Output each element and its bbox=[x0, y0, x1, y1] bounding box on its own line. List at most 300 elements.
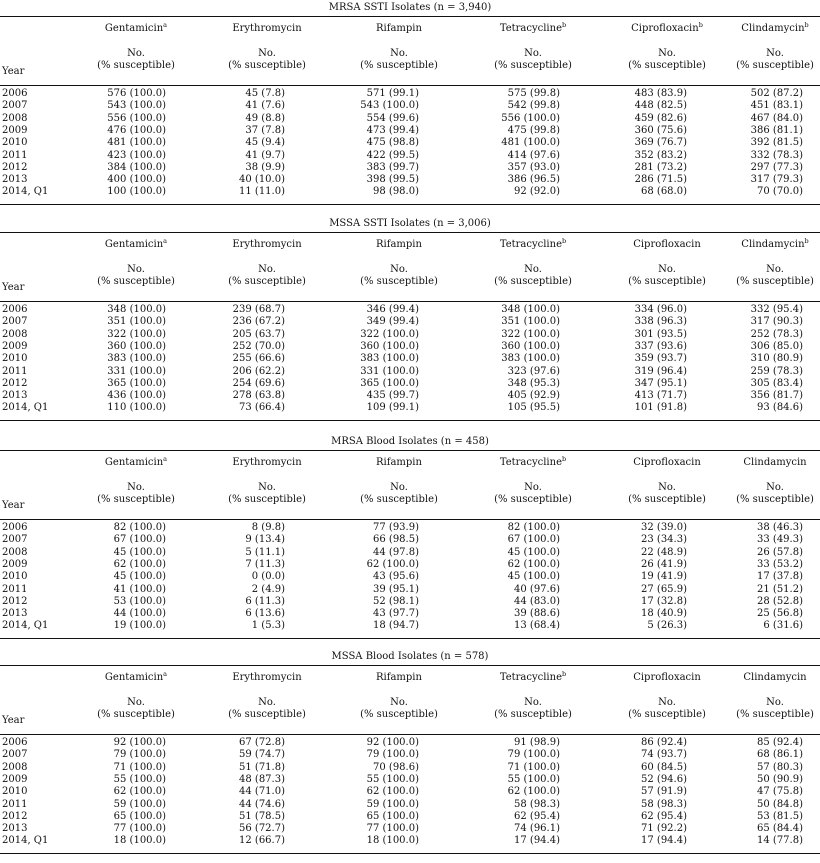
column-subheader bbox=[61, 48, 211, 72]
column-header-name: Rifampin bbox=[376, 239, 422, 250]
column-subheader bbox=[192, 482, 342, 506]
table-cell: 62 (100.0) bbox=[507, 786, 560, 798]
subheader-line1: No. bbox=[524, 48, 542, 59]
table-cell: 43 (95.6) bbox=[373, 571, 419, 583]
table-cell: 52 (94.6) bbox=[641, 773, 687, 785]
table-cell: 356 (81.7) bbox=[750, 390, 803, 402]
table-cell: 45 (9.4) bbox=[245, 137, 285, 149]
table-cell: 451 (83.1) bbox=[750, 100, 803, 112]
table-cell: 47 (75.8) bbox=[757, 786, 803, 798]
title-rule bbox=[0, 665, 820, 666]
table-cell: 50 (90.9) bbox=[757, 773, 803, 785]
column-header bbox=[324, 23, 474, 35]
subheader-line1: No. bbox=[390, 48, 408, 59]
table-cell: 57 (80.3) bbox=[757, 761, 803, 773]
row-year: 2012 bbox=[2, 595, 28, 607]
table-cell: 71 (92.2) bbox=[641, 823, 687, 835]
column-header bbox=[700, 23, 820, 35]
table-cell: 206 (62.2) bbox=[232, 365, 285, 377]
subheader-line1: No. bbox=[524, 482, 542, 493]
table-cell: 576 (100.0) bbox=[107, 88, 166, 99]
table-cell: 360 (100.0) bbox=[360, 340, 419, 352]
column-header-name: Rifampin bbox=[376, 457, 422, 468]
column-subheader bbox=[700, 48, 820, 72]
section-bottom-rule bbox=[0, 420, 820, 421]
table-cell: 319 (96.4) bbox=[634, 365, 687, 377]
table-cell: 306 (85.0) bbox=[750, 340, 803, 352]
table-cell: 105 (95.5) bbox=[507, 402, 560, 414]
row-year: 2006 bbox=[2, 304, 28, 315]
column-subheader bbox=[458, 264, 608, 288]
table-cell: 475 (98.8) bbox=[366, 137, 419, 149]
table-cell: 40 (10.0) bbox=[239, 174, 285, 186]
row-year: 2009 bbox=[2, 773, 28, 785]
table-cell: 45 (100.0) bbox=[507, 571, 560, 583]
table-cell: 252 (70.0) bbox=[232, 340, 285, 352]
column-header bbox=[458, 457, 608, 469]
subheader-line2: (% susceptible) bbox=[360, 60, 438, 71]
row-year: 2006 bbox=[2, 737, 28, 748]
table-cell: 62 (100.0) bbox=[113, 558, 166, 570]
table-cell: 45 (7.8) bbox=[245, 88, 285, 99]
title-rule bbox=[0, 450, 820, 451]
table-cell: 65 (100.0) bbox=[113, 810, 166, 822]
row-year: 2014, Q1 bbox=[2, 835, 49, 847]
table-cell: 543 (100.0) bbox=[360, 100, 419, 112]
subheader-line2: (% susceptible) bbox=[228, 494, 306, 505]
subheader-line1: No. bbox=[258, 697, 276, 708]
table-cell: 349 (99.4) bbox=[366, 316, 419, 328]
column-subheader bbox=[192, 264, 342, 288]
table-cell: 44 (97.8) bbox=[373, 546, 419, 558]
column-header-name: Ciprofloxacin bbox=[633, 672, 701, 683]
table-cell: 53 (81.5) bbox=[757, 810, 803, 822]
subheader-line1: No. bbox=[127, 482, 145, 493]
table-cell: 259 (78.3) bbox=[750, 365, 803, 377]
column-subheader bbox=[700, 482, 820, 506]
table-cell: 70 (70.0) bbox=[757, 186, 803, 198]
column-header bbox=[324, 239, 474, 251]
table-cell: 347 (95.1) bbox=[634, 377, 687, 389]
table-cell: 476 (100.0) bbox=[107, 124, 166, 136]
subheader-line1: No. bbox=[766, 48, 784, 59]
table-cell: 556 (100.0) bbox=[107, 112, 166, 124]
table-cell: 18 (40.9) bbox=[641, 608, 687, 620]
table-cell: 352 (83.2) bbox=[634, 149, 687, 161]
table-cell: 575 (99.8) bbox=[507, 88, 560, 99]
table-cell: 62 (95.4) bbox=[514, 810, 560, 822]
table-cell: 423 (100.0) bbox=[107, 149, 166, 161]
table-cell: 82 (100.0) bbox=[507, 522, 560, 533]
table-cell: 473 (99.4) bbox=[366, 124, 419, 136]
title-rule bbox=[0, 16, 820, 17]
table-cell: 554 (99.6) bbox=[366, 112, 419, 124]
row-year: 2012 bbox=[2, 161, 28, 173]
table-cell: 332 (95.4) bbox=[750, 304, 803, 315]
table-cell: 301 (93.5) bbox=[634, 328, 687, 340]
row-year: 2014, Q1 bbox=[2, 186, 49, 198]
row-year: 2009 bbox=[2, 558, 28, 570]
column-header bbox=[458, 23, 608, 35]
subheader-line2: (% susceptible) bbox=[97, 494, 175, 505]
table-cell: 571 (99.1) bbox=[366, 88, 419, 99]
table-cell: 13 (68.4) bbox=[514, 620, 560, 632]
table-cell: 44 (100.0) bbox=[113, 608, 166, 620]
table-cell: 331 (100.0) bbox=[107, 365, 166, 377]
column-header bbox=[324, 672, 474, 684]
column-header bbox=[192, 23, 342, 35]
subheader-line2: (% susceptible) bbox=[97, 60, 175, 71]
table-cell: 483 (83.9) bbox=[634, 88, 687, 99]
column-subheader bbox=[324, 48, 474, 72]
row-year: 2010 bbox=[2, 353, 28, 365]
table-cell: 12 (66.7) bbox=[239, 835, 285, 847]
table-cell: 71 (100.0) bbox=[113, 761, 166, 773]
column-header-name: Clindamycin bbox=[741, 23, 805, 34]
table-cell: 6 (31.6) bbox=[763, 620, 803, 632]
table-cell: 18 (100.0) bbox=[366, 835, 419, 847]
table-cell: 252 (78.3) bbox=[750, 328, 803, 340]
column-subheader bbox=[700, 264, 820, 288]
table-cell: 62 (100.0) bbox=[113, 786, 166, 798]
subheader-line2: (% susceptible) bbox=[360, 276, 438, 287]
table-cell: 49 (8.8) bbox=[245, 112, 285, 124]
table-cell: 110 (100.0) bbox=[107, 402, 166, 414]
column-header bbox=[458, 239, 608, 251]
column-subheader bbox=[458, 48, 608, 72]
table-cell: 236 (67.2) bbox=[232, 316, 285, 328]
subheader-line1: No. bbox=[658, 697, 676, 708]
table-cell: 27 (65.9) bbox=[641, 583, 687, 595]
table-cell: 57 (91.9) bbox=[641, 786, 687, 798]
table-cell: 239 (68.7) bbox=[232, 304, 285, 315]
section-title: MRSA Blood Isolates (n = 458) bbox=[331, 436, 489, 447]
subheader-line1: No. bbox=[524, 264, 542, 275]
table-cell: 481 (100.0) bbox=[501, 137, 560, 149]
column-header bbox=[458, 672, 608, 684]
header-rule bbox=[0, 85, 820, 86]
table-cell: 98 (98.0) bbox=[373, 186, 419, 198]
subheader-line1: No. bbox=[390, 264, 408, 275]
table-cell: 310 (80.9) bbox=[750, 353, 803, 365]
table-cell: 59 (100.0) bbox=[113, 798, 166, 810]
table-cell: 398 (99.5) bbox=[366, 174, 419, 186]
column-subheader bbox=[458, 482, 608, 506]
subheader-line2: (% susceptible) bbox=[494, 709, 572, 720]
table-cell: 5 (11.1) bbox=[245, 546, 285, 558]
table-cell: 60 (84.5) bbox=[641, 761, 687, 773]
table-cell: 43 (97.7) bbox=[373, 608, 419, 620]
column-header bbox=[61, 457, 211, 469]
column-header bbox=[61, 672, 211, 684]
table-cell: 38 (46.3) bbox=[757, 522, 803, 533]
column-header-footnote: b bbox=[562, 455, 567, 463]
subheader-line2: (% susceptible) bbox=[97, 709, 175, 720]
row-year: 2011 bbox=[2, 583, 28, 595]
table-cell: 56 (72.7) bbox=[239, 823, 285, 835]
table-cell: 435 (99.7) bbox=[366, 390, 419, 402]
table-cell: 351 (100.0) bbox=[107, 316, 166, 328]
row-year: 2008 bbox=[2, 546, 28, 558]
subheader-line1: No. bbox=[390, 697, 408, 708]
table-cell: 79 (100.0) bbox=[507, 749, 560, 761]
table-cell: 67 (72.8) bbox=[239, 737, 285, 748]
table-cell: 67 (100.0) bbox=[507, 534, 560, 546]
table-cell: 400 (100.0) bbox=[107, 174, 166, 186]
column-header-name: Gentamicin bbox=[104, 672, 164, 683]
subheader-line2: (% susceptible) bbox=[494, 60, 572, 71]
table-cell: 332 (78.3) bbox=[750, 149, 803, 161]
table-cell: 346 (99.4) bbox=[366, 304, 419, 315]
table-cell: 286 (71.5) bbox=[634, 174, 687, 186]
table-cell: 14 (77.8) bbox=[757, 835, 803, 847]
table-cell: 68 (68.0) bbox=[641, 186, 687, 198]
column-header-footnote: b bbox=[562, 670, 567, 678]
subheader-line2: (% susceptible) bbox=[97, 276, 175, 287]
subheader-line2: (% susceptible) bbox=[736, 276, 814, 287]
column-header-name: Ciprofloxacin bbox=[633, 457, 701, 468]
column-header-footnote: a bbox=[163, 670, 168, 678]
subheader-line2: (% susceptible) bbox=[628, 494, 706, 505]
table-cell: 28 (52.8) bbox=[757, 595, 803, 607]
table-cell: 44 (74.6) bbox=[239, 798, 285, 810]
table-cell: 74 (96.1) bbox=[514, 823, 560, 835]
table-cell: 62 (100.0) bbox=[366, 786, 419, 798]
subheader-line2: (% susceptible) bbox=[228, 276, 306, 287]
table-cell: 79 (100.0) bbox=[366, 749, 419, 761]
column-subheader bbox=[324, 482, 474, 506]
table-cell: 51 (78.5) bbox=[239, 810, 285, 822]
table-cell: 6 (13.6) bbox=[245, 608, 285, 620]
column-header-footnote: b bbox=[562, 237, 567, 245]
header-rule bbox=[0, 519, 820, 520]
table-cell: 305 (83.4) bbox=[750, 377, 803, 389]
subheader-line1: No. bbox=[524, 697, 542, 708]
subheader-line2: (% susceptible) bbox=[494, 494, 572, 505]
table-cell: 101 (91.8) bbox=[634, 402, 687, 414]
subheader-line1: No. bbox=[658, 48, 676, 59]
table-cell: 18 (94.7) bbox=[373, 620, 419, 632]
subheader-line2: (% susceptible) bbox=[228, 60, 306, 71]
section-bottom-rule bbox=[0, 853, 820, 854]
table-cell: 44 (83.0) bbox=[514, 595, 560, 607]
table-section bbox=[0, 0, 820, 216]
table-cell: 405 (92.9) bbox=[507, 390, 560, 402]
subheader-line1: No. bbox=[766, 482, 784, 493]
table-cell: 67 (100.0) bbox=[113, 534, 166, 546]
subheader-line2: (% susceptible) bbox=[494, 276, 572, 287]
subheader-line2: (% susceptible) bbox=[628, 60, 706, 71]
row-year: 2006 bbox=[2, 88, 28, 99]
section-bottom-rule bbox=[0, 204, 820, 205]
table-cell: 322 (100.0) bbox=[107, 328, 166, 340]
table-cell: 41 (100.0) bbox=[113, 583, 166, 595]
column-header-name: Gentamicin bbox=[104, 239, 164, 250]
table-cell: 543 (100.0) bbox=[107, 100, 166, 112]
table-cell: 26 (57.8) bbox=[757, 546, 803, 558]
column-header-name: Gentamicin bbox=[104, 23, 164, 34]
row-year: 2011 bbox=[2, 365, 28, 377]
column-header-footnote: b bbox=[562, 21, 567, 29]
table-cell: 50 (84.8) bbox=[757, 798, 803, 810]
table-cell: 26 (41.9) bbox=[641, 558, 687, 570]
table-cell: 317 (79.3) bbox=[750, 174, 803, 186]
row-year: 2014, Q1 bbox=[2, 402, 49, 414]
table-cell: 365 (100.0) bbox=[107, 377, 166, 389]
row-year: 2013 bbox=[2, 174, 28, 186]
table-cell: 41 (7.6) bbox=[245, 100, 285, 112]
table-cell: 436 (100.0) bbox=[107, 390, 166, 402]
table-cell: 369 (76.7) bbox=[634, 137, 687, 149]
table-cell: 86 (92.4) bbox=[641, 737, 687, 748]
column-subheader bbox=[324, 697, 474, 721]
table-cell: 109 (99.1) bbox=[366, 402, 419, 414]
row-year: 2007 bbox=[2, 100, 28, 112]
table-cell: 71 (100.0) bbox=[507, 761, 560, 773]
column-header-name: Ciprofloxacin bbox=[633, 239, 701, 250]
column-header-name: Erythromycin bbox=[232, 23, 302, 34]
table-cell: 70 (98.6) bbox=[373, 761, 419, 773]
table-cell: 475 (99.8) bbox=[507, 124, 560, 136]
subheader-line1: No. bbox=[127, 48, 145, 59]
table-cell: 351 (100.0) bbox=[501, 316, 560, 328]
table-cell: 414 (97.6) bbox=[507, 149, 560, 161]
subheader-line1: No. bbox=[258, 48, 276, 59]
header-rule bbox=[0, 301, 820, 302]
table-cell: 278 (63.8) bbox=[232, 390, 285, 402]
table-cell: 23 (34.3) bbox=[641, 534, 687, 546]
table-cell: 413 (71.7) bbox=[634, 390, 687, 402]
table-cell: 386 (81.1) bbox=[750, 124, 803, 136]
column-subheader bbox=[61, 482, 211, 506]
table-cell: 6 (11.3) bbox=[245, 595, 285, 607]
table-cell: 33 (53.2) bbox=[757, 558, 803, 570]
table-cell: 77 (93.9) bbox=[373, 522, 419, 533]
subheader-line1: No. bbox=[390, 482, 408, 493]
table-cell: 38 (9.9) bbox=[245, 161, 285, 173]
column-header-name: Clindamycin bbox=[743, 457, 807, 468]
table-cell: 92 (100.0) bbox=[113, 737, 166, 748]
table-cell: 73 (66.4) bbox=[239, 402, 285, 414]
table-cell: 383 (100.0) bbox=[501, 353, 560, 365]
row-year: 2011 bbox=[2, 798, 28, 810]
table-cell: 79 (100.0) bbox=[113, 749, 166, 761]
subheader-line1: No. bbox=[258, 264, 276, 275]
column-header-name: Rifampin bbox=[376, 672, 422, 683]
column-header bbox=[192, 239, 342, 251]
table-section bbox=[0, 649, 820, 863]
column-header bbox=[700, 672, 820, 684]
table-cell: 62 (95.4) bbox=[641, 810, 687, 822]
row-year: 2007 bbox=[2, 749, 28, 761]
table-cell: 322 (100.0) bbox=[360, 328, 419, 340]
table-cell: 44 (71.0) bbox=[239, 786, 285, 798]
table-cell: 68 (86.1) bbox=[757, 749, 803, 761]
column-subheader bbox=[324, 264, 474, 288]
row-year: 2012 bbox=[2, 377, 28, 389]
table-cell: 17 (94.4) bbox=[514, 835, 560, 847]
table-cell: 48 (87.3) bbox=[239, 773, 285, 785]
table-cell: 392 (81.5) bbox=[750, 137, 803, 149]
table-cell: 360 (100.0) bbox=[107, 340, 166, 352]
column-header-name: Tetracycline bbox=[499, 239, 562, 250]
title-rule bbox=[0, 232, 820, 233]
row-year: 2013 bbox=[2, 390, 28, 402]
table-section bbox=[0, 216, 820, 434]
table-cell: 17 (32.8) bbox=[641, 595, 687, 607]
table-cell: 323 (97.6) bbox=[507, 365, 560, 377]
year-column-label: Year bbox=[2, 715, 25, 726]
column-header-name: Tetracycline bbox=[499, 672, 562, 683]
table-cell: 59 (100.0) bbox=[366, 798, 419, 810]
table-cell: 384 (100.0) bbox=[107, 161, 166, 173]
table-cell: 82 (100.0) bbox=[113, 522, 166, 533]
table-cell: 205 (63.7) bbox=[232, 328, 285, 340]
table-cell: 66 (98.5) bbox=[373, 534, 419, 546]
table-cell: 52 (98.1) bbox=[373, 595, 419, 607]
row-year: 2013 bbox=[2, 608, 28, 620]
table-cell: 65 (84.4) bbox=[757, 823, 803, 835]
table-cell: 255 (66.6) bbox=[232, 353, 285, 365]
table-cell: 360 (75.6) bbox=[634, 124, 687, 136]
table-cell: 53 (100.0) bbox=[113, 595, 166, 607]
table-cell: 58 (98.3) bbox=[641, 798, 687, 810]
column-header bbox=[61, 23, 211, 35]
table-cell: 39 (95.1) bbox=[373, 583, 419, 595]
table-cell: 459 (82.6) bbox=[634, 112, 687, 124]
year-column-label: Year bbox=[2, 66, 25, 77]
table-cell: 556 (100.0) bbox=[501, 112, 560, 124]
subheader-line2: (% susceptible) bbox=[628, 276, 706, 287]
table-section bbox=[0, 434, 820, 649]
table-cell: 41 (9.7) bbox=[245, 149, 285, 161]
table-cell: 481 (100.0) bbox=[107, 137, 166, 149]
column-header-footnote: a bbox=[163, 455, 168, 463]
row-year: 2013 bbox=[2, 823, 28, 835]
table-cell: 62 (100.0) bbox=[366, 558, 419, 570]
subheader-line2: (% susceptible) bbox=[360, 709, 438, 720]
column-subheader bbox=[192, 48, 342, 72]
subheader-line1: No. bbox=[127, 697, 145, 708]
row-year: 2007 bbox=[2, 534, 28, 546]
row-year: 2014, Q1 bbox=[2, 620, 49, 632]
column-header bbox=[324, 457, 474, 469]
column-header-name: Gentamicin bbox=[104, 457, 164, 468]
row-year: 2010 bbox=[2, 137, 28, 149]
table-cell: 383 (100.0) bbox=[107, 353, 166, 365]
column-header-footnote: a bbox=[163, 237, 168, 245]
table-cell: 317 (90.3) bbox=[750, 316, 803, 328]
row-year: 2009 bbox=[2, 124, 28, 136]
table-cell: 11 (11.0) bbox=[239, 186, 285, 198]
row-year: 2008 bbox=[2, 112, 28, 124]
column-subheader bbox=[61, 264, 211, 288]
table-cell: 17 (37.8) bbox=[757, 571, 803, 583]
column-subheader bbox=[458, 697, 608, 721]
column-header-name: Erythromycin bbox=[232, 672, 302, 683]
subheader-line2: (% susceptible) bbox=[736, 60, 814, 71]
subheader-line2: (% susceptible) bbox=[736, 494, 814, 505]
row-year: 2007 bbox=[2, 316, 28, 328]
row-year: 2009 bbox=[2, 340, 28, 352]
table-cell: 365 (100.0) bbox=[360, 377, 419, 389]
column-header-footnote: b bbox=[804, 21, 809, 29]
table-cell: 331 (100.0) bbox=[360, 365, 419, 377]
table-cell: 65 (100.0) bbox=[366, 810, 419, 822]
column-header bbox=[700, 239, 820, 251]
table-cell: 383 (99.7) bbox=[366, 161, 419, 173]
table-cell: 2 (4.9) bbox=[251, 583, 285, 595]
